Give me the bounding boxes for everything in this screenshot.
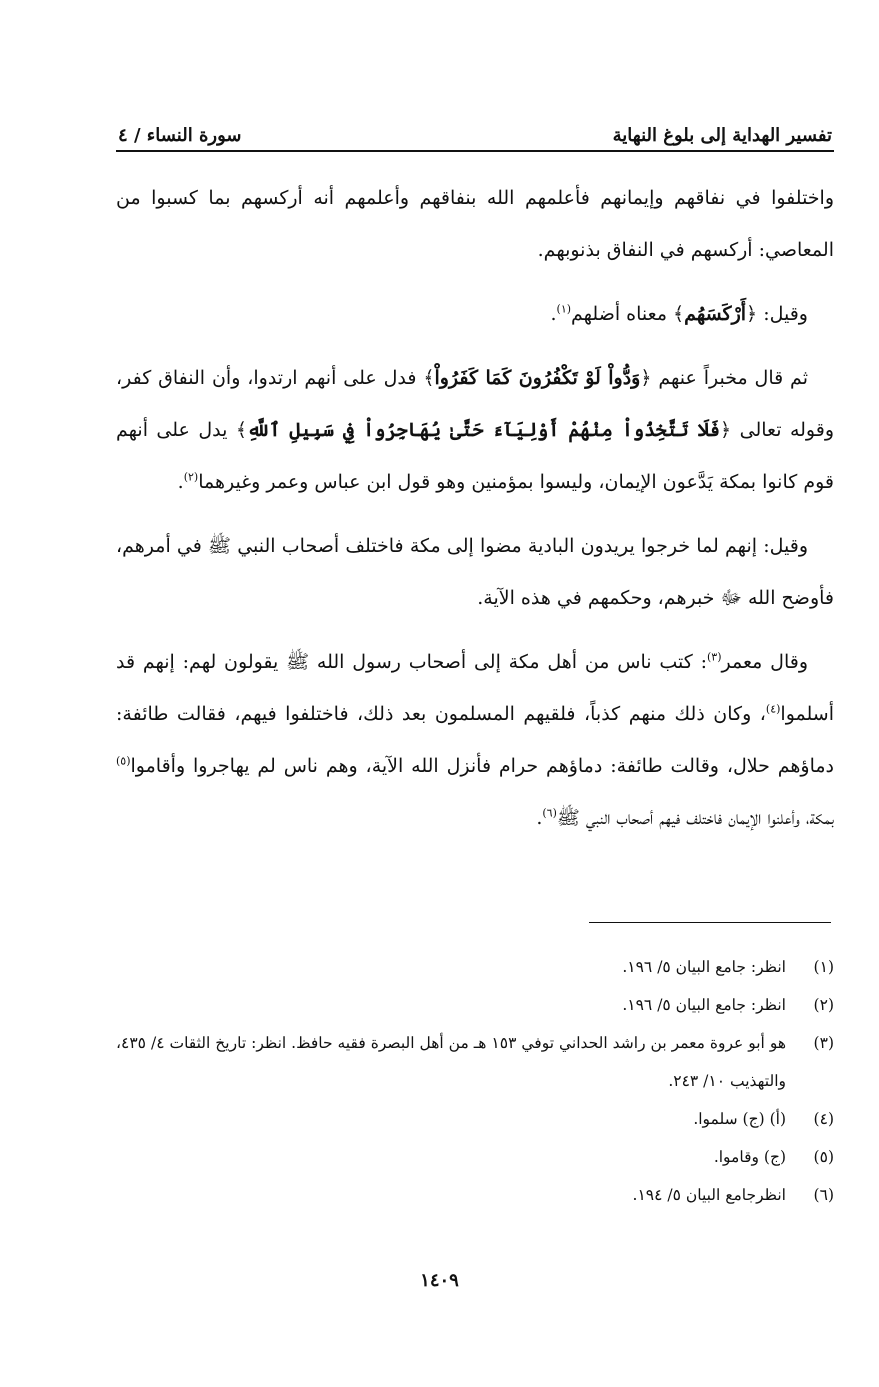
footnote-ref: (٣) <box>707 650 722 664</box>
p3-end: . <box>177 471 184 493</box>
footnote-number: (٢) <box>813 996 834 1014</box>
paragraph-2 <box>116 288 834 340</box>
p5-text-d: بمكة، وأعلنوا الإيمان فاختلف فيهم أصحاب النبي ﷺ <box>556 807 834 829</box>
footnote-text: انظرجامع البيان ٥/ ١٩٤. <box>632 1186 786 1204</box>
footnote-ref: (٦) <box>542 806 557 820</box>
surah-label: سورة النساء / ٤ <box>118 125 242 146</box>
book-title: تفسير الهداية إلى بلوغ النهاية <box>612 125 832 146</box>
quran-quote: فَلَا تَتَّخِذُواْ مِنْهُمْ أَوْلِيَآءَ حَتَّىٰ يُهَاجِرُواْ فِي سَبِيلِ ٱللَّهِ <box>247 419 721 441</box>
p5-text-a: وقال معمر <box>721 651 808 673</box>
footnote-number: (١) <box>813 958 834 976</box>
p2-text-b: ﴾ معناه أضلهم <box>571 303 685 325</box>
footnote-item <box>116 1138 834 1176</box>
footnote-item <box>116 986 834 1024</box>
footnote-number: (٤) <box>813 1110 834 1128</box>
p5-end: . <box>536 807 543 829</box>
p2-text-a: وقيل: ﴿ <box>746 303 808 325</box>
p3-text-c: ﴾ يدل على أنهم قوم كانوا بمكة يَدَّعون الإيمان، وليسوا بمؤمنين وهو قول ابن عباس وعمر وغيرهما <box>116 419 834 493</box>
footnote-number: (٣) <box>813 1034 834 1052</box>
running-header <box>118 112 832 146</box>
p3-text-a: ثم قال مخبراً عنهم ﴿ <box>640 367 808 389</box>
quran-quote: وَدُّواْ لَوْ تَكْفُرُونَ كَمَا كَفَرُواْ <box>434 367 641 389</box>
footnotes <box>116 948 834 1214</box>
footnote-item <box>116 948 834 986</box>
footnote-text: انظر: جامع البيان ٥/ ١٩٦. <box>622 958 786 976</box>
footnote-ref: (٤) <box>765 702 781 716</box>
footnote-number: (٦) <box>813 1186 834 1204</box>
footnote-text: (ج) وقاموا. <box>713 1148 786 1166</box>
paragraph-4: وقيل: إنهم لما خرجوا يريدون البادية مضوا إلى مكة فاختلف أصحاب النبي ﷺ في أمرهم، فأوضح الله ﷻ خبرهم، وحكمهم في هذه الآية. <box>116 535 834 609</box>
footnote-number: (٥) <box>813 1148 834 1166</box>
footnote-ref: (٥) <box>116 754 131 768</box>
footnote-text: هو أبو عروة معمر بن راشد الحداني توفي ١٥٣ هـ من أهل البصرة فقيه حافظ. انظر: تاريخ الثقات ٤/ ٤٣٥، والتهذيب ١٠/ ٢٤٣. <box>116 1034 787 1090</box>
footnote-ref: (٢) <box>183 470 199 484</box>
footnote-text: انظر: جامع البيان ٥/ ١٩٦. <box>622 996 786 1014</box>
p5-text-c: ، وكان ذلك منهم كذباً، فلقيهم المسلمون بعد ذلك، فاختلفوا فيهم، فقالت طائفة: دماؤهم حلال، وقالت طائفة: دماؤهم حرام فأنزل الله الآية، وهم ناس لم يهاجروا وأقاموا <box>116 703 834 777</box>
footnote-item <box>116 1100 834 1138</box>
paragraph-3 <box>116 352 834 508</box>
footnote-separator <box>589 922 831 923</box>
footnote-ref: (١) <box>556 302 572 316</box>
paragraph-5 <box>116 636 834 844</box>
paragraph-1: واختلفوا في نفاقهم وإيمانهم فأعلمهم الله بنفاقهم وأعلمهم أنه أركسهم بما كسبوا من المعاصي: أركسهم في النفاق بذنوبهم. <box>116 187 834 261</box>
p2-end: . <box>550 303 557 325</box>
p3-text-b: ﴾ فدل على أنهم ارتدوا، وأن النفاق كفر، وقوله تعالى ﴿ <box>116 367 834 441</box>
p5-text-b: : كتب ناس من أهل مكة إلى أصحاب رسول الله ﷺ يقولون لهم: إنهم قد أسلموا <box>116 651 834 725</box>
header-rule <box>116 150 834 152</box>
quran-quote: أَرْكَسَهُم <box>684 303 747 325</box>
footnote-item <box>116 1024 834 1100</box>
main-text <box>116 172 834 856</box>
footnote-text: (أ) (ج) سلموا. <box>693 1110 786 1128</box>
footnote-item <box>116 1176 834 1214</box>
page-number: ١٤٠٩ <box>420 1270 459 1291</box>
